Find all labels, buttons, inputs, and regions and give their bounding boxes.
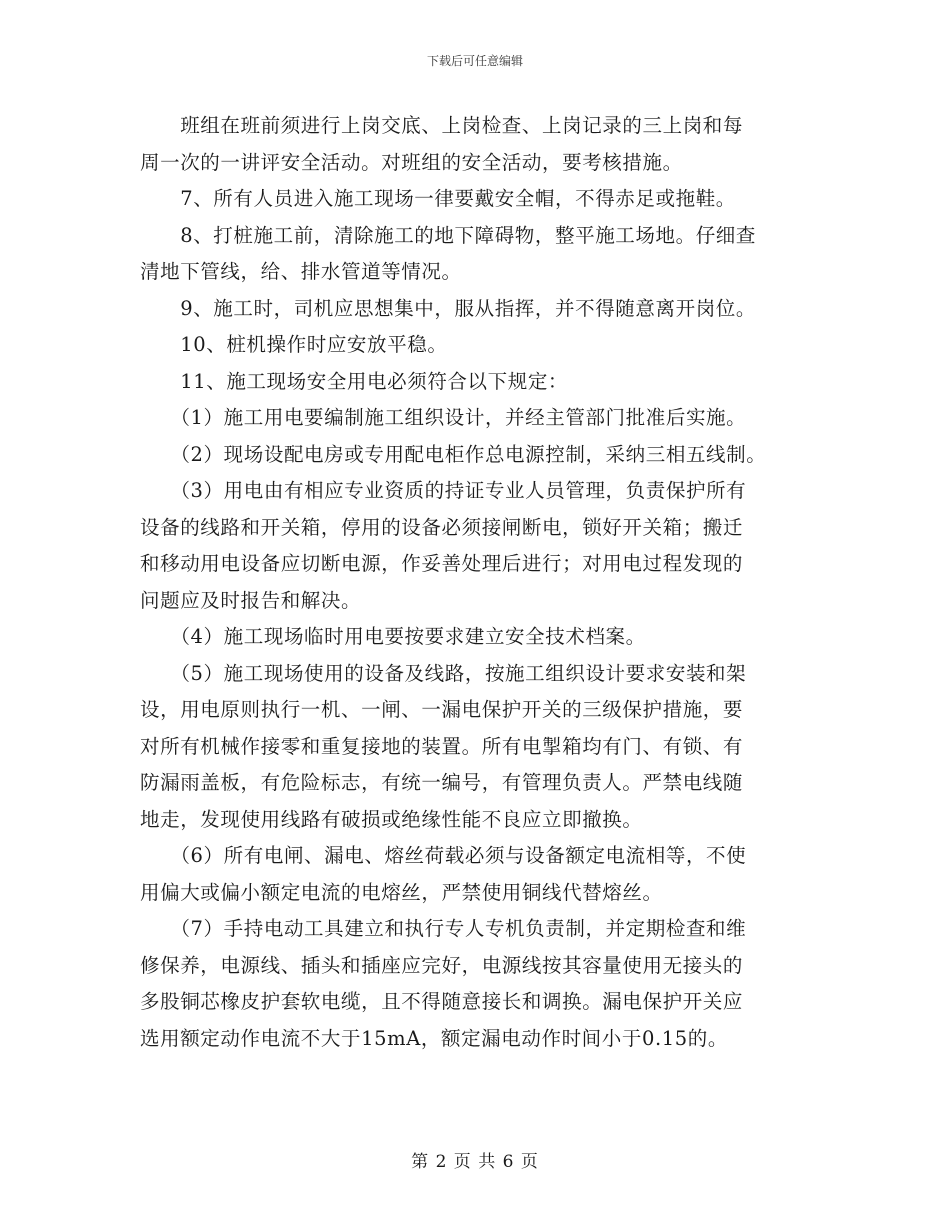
text-line: 11、施工现场安全用电必须符合以下规定： (140, 369, 569, 393)
text-line: 选用额定动作电流不大于15mA，额定漏电动作时间小于0.15的。 (140, 1026, 729, 1050)
text-line: 9、施工时，司机应思想集中，服从指挥，并不得随意离开岗位。 (140, 296, 757, 320)
text-line: 设备的线路和开关箱，停用的设备必须接闸断电，锁好开关箱；搬迁 (140, 515, 744, 539)
text-line: 7、所有人员进入施工现场一律要戴安全帽，不得赤足或拖鞋。 (140, 187, 736, 210)
text-line: 设，用电原则执行一机、一闸、一漏电保护开关的三级保护措施，要 (140, 698, 744, 721)
text-line: 对所有机械作接零和重复接地的装置。所有电掣箱均有门、有锁、有 (140, 734, 744, 758)
text-line: 用偏大或偏小额定电流的电熔丝，严禁使用铜线代替熔丝。 (140, 880, 663, 904)
text-line: 8、打桩施工前，清除施工的地下障碍物，整平施工场地。仔细查 (140, 223, 757, 247)
document-body (140, 108, 830, 1057)
text-line: 防漏雨盖板，有危险标志，有统一编号，有管理负责人。严禁电线随 (140, 771, 744, 794)
text-line: （1）施工用电要编制施工组织设计，并经主管部门批准后实施。 (140, 406, 747, 429)
text-line: 修保养，电源线、插头和插座应完好，电源线按其容量使用无接头的 (140, 953, 744, 977)
text-line: （5）施工现场使用的设备及线路，按施工组织设计要求安装和架 (140, 661, 747, 685)
text-line: 班组在班前须进行上岗交底、上岗检查、上岗记录的三上岗和每 (140, 114, 744, 137)
page-header: 下载后可任意编辑 (426, 54, 523, 68)
text-line: 问题应及时报告和解决。 (140, 588, 362, 612)
text-line: 清地下管线，给、排水管道等情况。 (140, 260, 462, 283)
text-line: 周一次的一讲评安全活动。对班组的安全活动，要考核措施。 (140, 150, 683, 174)
text-line: （2）现场设配电房或专用配电柜作总电源控制，采纳三相五线制。 (140, 442, 767, 466)
text-line: 和移动用电设备应切断电源，作妥善处理后进行；对用电过程发现的 (140, 552, 744, 575)
text-line: （7）手持电动工具建立和执行专人专机负责制，并定期检查和维 (140, 917, 747, 940)
text-line: （6）所有电闸、漏电、熔丝荷载必须与设备额定电流相等，不使 (140, 844, 747, 867)
page-footer: 第 2 页 共 6 页 (411, 1152, 539, 1172)
text-line: （4）施工现场临时用电要按要求建立安全技术档案。 (140, 625, 646, 648)
text-line: （3）用电由有相应专业资质的持证专业人员管理，负责保护所有 (140, 479, 747, 502)
text-line: 多股铜芯橡皮护套软电缆，且不得随意接长和调换。漏电保护开关应 (140, 990, 744, 1013)
text-line: 地走，发现使用线路有破损或绝缘性能不良应立即撤换。 (140, 807, 643, 831)
text-line: 10、桩机操作时应安放平稳。 (140, 333, 448, 356)
